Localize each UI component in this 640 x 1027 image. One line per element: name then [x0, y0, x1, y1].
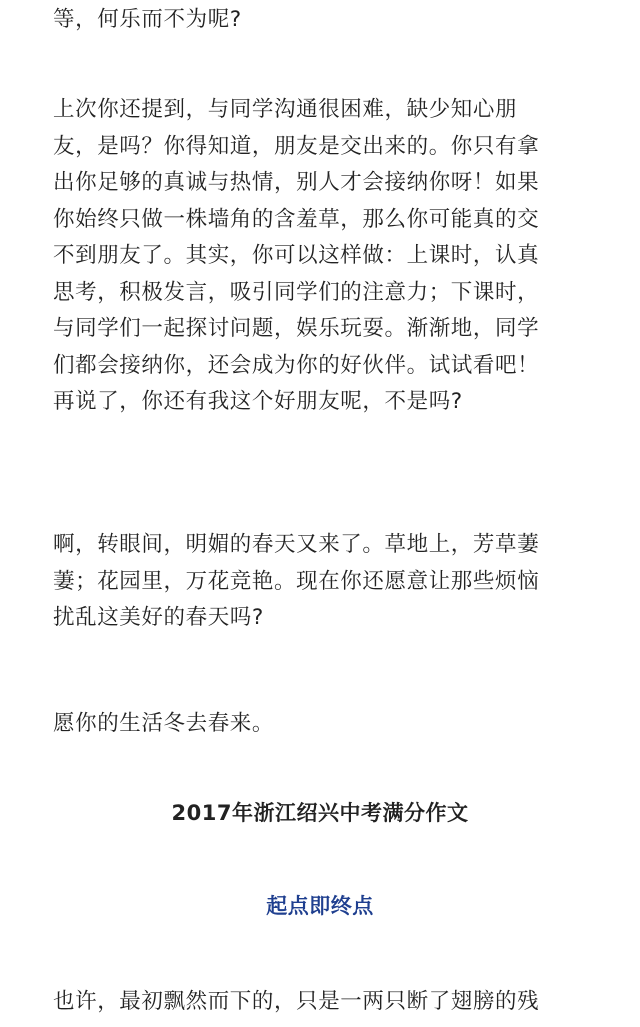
text-line: 友，是吗？你得知道，朋友是交出来的。你只有拿: [53, 133, 540, 159]
text-line: 们都会接纳你，还会成为你的好伙伴。试试看吧！: [53, 352, 540, 378]
text-line: 愿你的生活冬去春来。: [53, 711, 275, 736]
article-title: 2017年浙江绍兴中考满分作文: [171, 801, 469, 825]
text-line: 不到朋友了。其实，你可以这样做：上课时，认真: [53, 243, 540, 268]
text-line: 等，何乐而不为呢?: [53, 7, 242, 32]
text-line: 也许，最初飘然而下的，只是一两只断了翅膀的残: [53, 989, 540, 1014]
text-line: 上次你还提到，与同学沟通很困难，缺少知心朋: [53, 97, 518, 122]
text-line: 出你足够的真诚与热情，别人才会接纳你呀！如果: [53, 170, 540, 195]
paragraph-3: [53, 527, 593, 637]
paragraph-2: [53, 92, 593, 421]
article-subtitle: 起点即终点: [266, 894, 374, 918]
paragraph-5: [53, 984, 593, 1021]
text-line: 思考，积极发言，吸引同学们的注意力；下课时，: [53, 279, 540, 305]
paragraph-1: [53, 2, 593, 39]
text-line: 扰乱这美好的春天吗?: [53, 605, 264, 630]
text-line: 萋；花园里，万花竞艳。现在你还愿意让那些烦恼: [53, 568, 540, 594]
text-line: 再说了，你还有我这个好朋友呢，不是吗?: [53, 389, 463, 414]
text-line: 你始终只做一株墙角的含羞草，那么你可能真的交: [53, 206, 540, 232]
text-line: 与同学们一起探讨问题，娱乐玩耍。渐渐地，同学: [53, 316, 540, 341]
paragraph-4: [53, 706, 593, 743]
text-line: 啊，转眼间，明媚的春天又来了。草地上，芳草萋: [53, 532, 540, 557]
